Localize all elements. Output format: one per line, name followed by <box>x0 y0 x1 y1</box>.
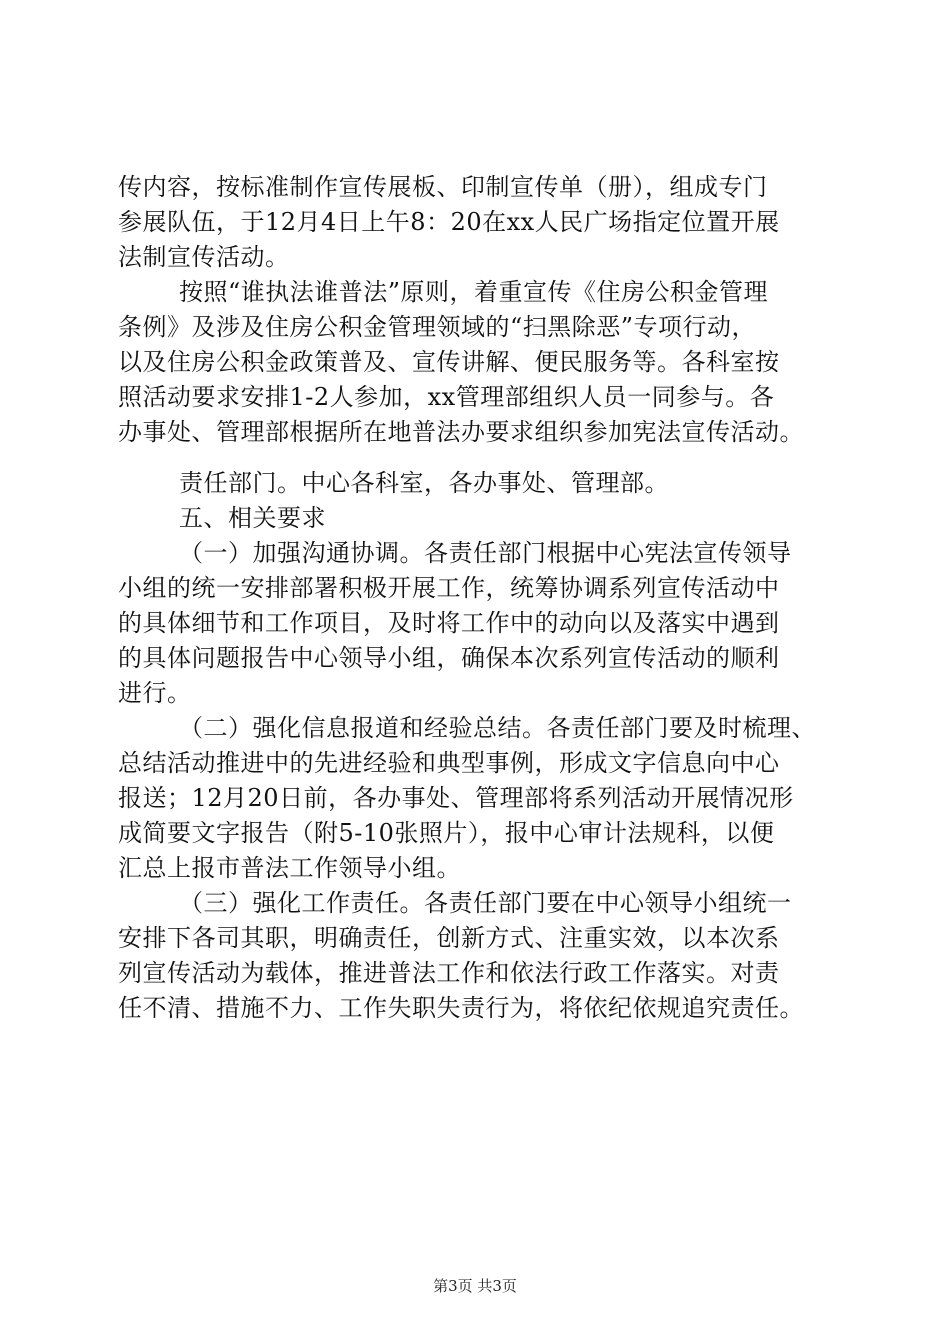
requirement-1-line-2: 小组的统一安排部署积极开展工作，统筹协调系列宣传活动中 <box>118 574 780 602</box>
requirement-3-line-2: 安排下各司其职，明确责任，创新方式、注重实效，以本次系 <box>118 924 780 952</box>
requirement-2-line-5: 汇总上报市普法工作领导小组。 <box>118 854 461 882</box>
requirement-2-line-4: 成简要文字报告（附5-10张照片），报中心审计法规科，以便 <box>118 819 775 847</box>
requirement-3-line-1: （三）强化工作责任。各责任部门要在中心领导小组统一 <box>179 889 792 917</box>
paragraph-2-line-5: 办事处、管理部根据所在地普法办要求组织参加宪法宣传活动。 <box>118 418 804 446</box>
requirement-3-line-4: 任不清、措施不力、工作失职失责行为，将依纪依规追究责任。 <box>118 994 804 1022</box>
requirement-2-line-2: 总结活动推进中的先进经验和典型事例，形成文字信息向中心 <box>118 749 780 777</box>
page-number-footer: 第3页 共3页 <box>433 1277 517 1295</box>
responsibility-line: 责任部门。中心各科室，各办事处、管理部。 <box>179 469 669 497</box>
requirement-1-line-3: 的具体细节和工作项目，及时将工作中的动向以及落实中遇到 <box>118 609 780 637</box>
paragraph-2-line-2: 条例》及涉及住房公积金管理领域的“扫黑除恶”专项行动， <box>118 313 757 341</box>
requirement-1-line-1: （一）加强沟通协调。各责任部门根据中心宪法宣传领导 <box>179 539 792 567</box>
paragraph-2-line-3: 以及住房公积金政策普及、宣传讲解、便民服务等。各科室按 <box>118 348 780 376</box>
requirement-2-line-1: （二）强化信息报道和经验总结。各责任部门要及时梳理、 <box>179 714 816 742</box>
paragraph-2-line-1: 按照“谁执法谁普法”原则，着重宣传《住房公积金管理 <box>179 278 769 306</box>
paragraph-1-line-1: 传内容，按标准制作宣传展板、印制宣传单（册），组成专门 <box>118 173 768 201</box>
paragraph-1-line-3: 法制宣传活动。 <box>118 243 290 271</box>
requirement-3-line-3: 列宣传活动为载体，推进普法工作和依法行政工作落实。对责 <box>118 959 780 987</box>
paragraph-1-line-2: 参展队伍，于12月4日上午8：20在xx人民广场指定位置开展 <box>118 208 780 236</box>
requirement-1-line-4: 的具体问题报告中心领导小组，确保本次系列宣传活动的顺利 <box>118 644 780 672</box>
requirement-2-line-3: 报送；12月20日前，各办事处、管理部将系列活动开展情况形 <box>118 784 794 812</box>
requirement-1-line-5: 进行。 <box>118 679 192 707</box>
paragraph-2-line-4: 照活动要求安排1-2人参加，xx管理部组织人员一同参与。各 <box>118 383 775 411</box>
section-heading: 五、相关要求 <box>179 504 326 532</box>
